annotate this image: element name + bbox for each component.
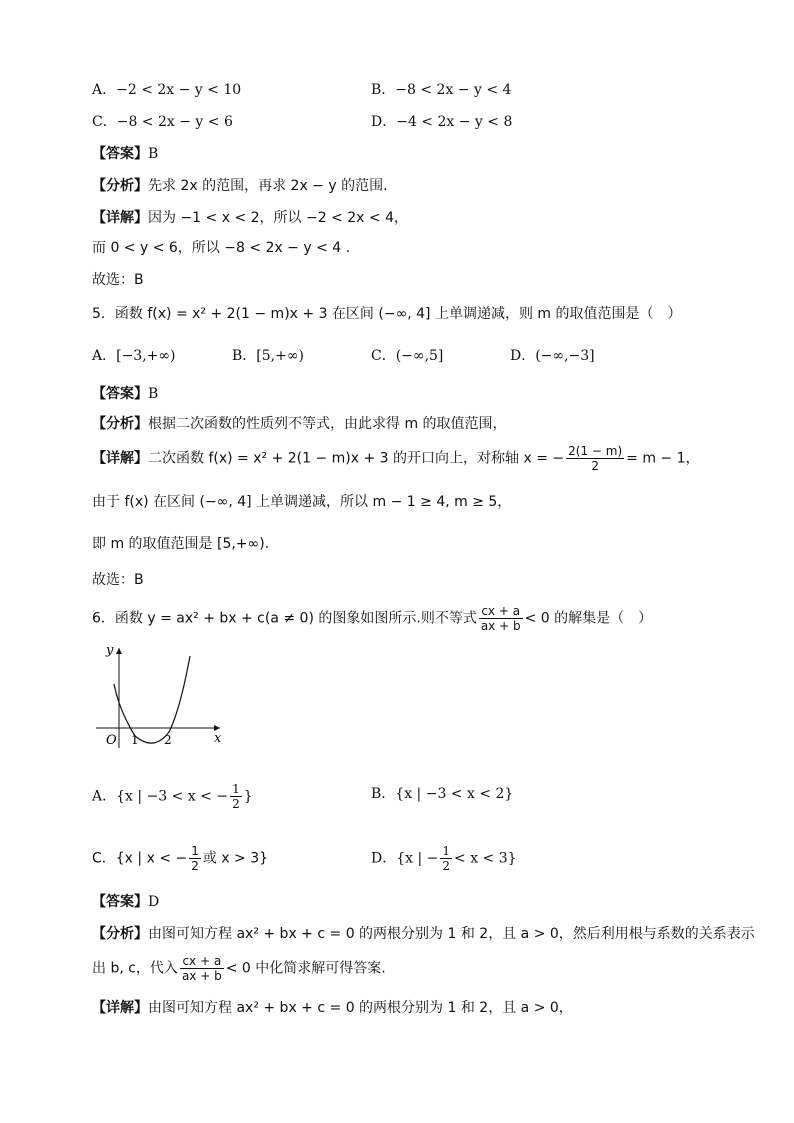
analysis-text: 先求 2x 的范围，再求 2x − y 的范围.: [148, 178, 388, 194]
detail-text: 由图可知方程 ax² + bx + c = 0 的两根分别为 1 和 2，且 a > 0，: [148, 1000, 573, 1016]
q5-stem: 5．函数 f(x) = x² + 2(1 − m)x + 3 在区间 (−∞, 4] 上单调递减，则 m 的取值范围是（ ）: [92, 306, 682, 322]
fraction-denominator: 2: [232, 797, 240, 811]
q4-detail-2: 而 0 < y < 6，所以 −8 < 2x − y < 4 .: [92, 240, 351, 256]
detail-text: 二次函数 f(x) = x² + 2(1 − m)x + 3 的开口向上，对称轴 x = −: [148, 450, 565, 467]
q4-option-d: D．−4 < 2x − y < 8: [371, 114, 513, 130]
fraction-numerator: cx + a: [479, 604, 523, 619]
q6-detail: [92, 998, 573, 1018]
fraction: [440, 844, 452, 873]
fraction: [180, 954, 224, 983]
q4-option-c: C．−8 < 2x − y < 6: [92, 114, 233, 130]
answer-tag: 【答案】: [92, 146, 148, 162]
q5-detail: [92, 444, 700, 473]
fraction-denominator: 2: [591, 459, 599, 473]
answer-value: B: [148, 386, 159, 402]
x-axis-label: x: [214, 731, 222, 746]
q4-detail: [92, 208, 408, 228]
q5-detail-3: 即 m 的取值范围是 [5,+∞).: [92, 536, 270, 552]
q4-choice: 故选：B: [92, 272, 144, 288]
fraction-denominator: 2: [191, 859, 199, 873]
answer-value: B: [148, 146, 159, 162]
detail-text: 因为 −1 < x < 2，所以 −2 < 2x < 4，: [148, 210, 408, 226]
option-text-end: 或 x > 3}: [202, 850, 269, 867]
parabola-graph: [92, 640, 232, 750]
q6-analysis: [92, 924, 755, 944]
answer-value: D: [148, 894, 160, 910]
fraction-denominator: ax + b: [480, 619, 521, 633]
option-text-end: }: [243, 788, 253, 805]
q4-answer: [92, 144, 158, 164]
q6-stem: [92, 604, 652, 633]
analysis-text: 根据二次函数的性质列不等式，由此求得 m 的取值范围，: [148, 416, 507, 432]
detail-tag: 【详解】: [92, 450, 148, 467]
q5-answer: [92, 384, 158, 404]
fraction: [479, 604, 523, 633]
analysis-tag: 【分析】: [92, 416, 148, 432]
q6-option-c: [92, 844, 268, 873]
analysis-text: 出 b, c，代入: [92, 960, 178, 977]
tick-label-1: 1: [131, 733, 139, 747]
q5-detail-2: 由于 f(x) 在区间 (−∞, 4] 上单调递减，所以 m − 1 ≥ 4, m ≥ 5，: [92, 494, 512, 510]
q6-option-b: B．{x | −3 < x < 2}: [371, 786, 514, 802]
q6-analysis-2: [92, 954, 386, 983]
q4-option-b: B．−8 < 2x − y < 4: [371, 82, 512, 98]
fraction: [230, 782, 242, 811]
analysis-tag: 【分析】: [92, 178, 148, 194]
fraction-numerator: 1: [191, 844, 199, 858]
fraction-numerator: cx + a: [180, 954, 224, 969]
q5-option-b: B．[5,+∞): [232, 348, 304, 364]
detail-text-end: = m − 1，: [626, 450, 700, 467]
detail-tag: 【详解】: [92, 210, 148, 226]
fraction-numerator: 1: [232, 782, 240, 796]
fraction: [189, 844, 201, 873]
y-axis-label: y: [106, 643, 114, 658]
option-text-end: < x < 3}: [454, 850, 517, 867]
tick-label-2: 2: [164, 733, 172, 747]
analysis-text-end: < 0 中化简求解可得答案.: [225, 960, 386, 977]
q5-analysis: [92, 414, 507, 434]
q5-option-c: C．(−∞,5]: [371, 348, 444, 364]
q5-option-d: D．(−∞,−3]: [510, 348, 595, 364]
q5-option-a: A．[−3,+∞): [92, 348, 176, 364]
answer-tag: 【答案】: [92, 386, 148, 402]
fraction-numerator: 2(1 − m): [568, 444, 623, 458]
parabola-curve: [114, 656, 190, 743]
q5-choice: 故选：B: [92, 572, 144, 588]
analysis-text: 由图可知方程 ax² + bx + c = 0 的两根分别为 1 和 2，且 a > 0，然后利用根与系数的关系表示: [148, 926, 755, 942]
analysis-tag: 【分析】: [92, 926, 148, 942]
origin-label: O: [106, 733, 117, 748]
fraction-numerator: 1: [442, 844, 451, 858]
fraction-denominator: 2: [442, 859, 451, 873]
fraction: [566, 444, 624, 473]
option-text: D．{x | −: [371, 850, 439, 867]
option-text: C．{x | x < −: [92, 850, 188, 867]
detail-tag: 【详解】: [92, 1000, 148, 1016]
q6-option-d: [371, 844, 517, 873]
stem-text: 6．函数 y = ax² + bx + c(a ≠ 0) 的图象如图所示.则不等式: [92, 610, 477, 627]
q4-analysis: [92, 176, 388, 196]
q4-option-a: A．−2 < 2x − y < 10: [92, 82, 242, 98]
q6-answer: [92, 892, 159, 912]
option-text: A．{x | −3 < x < −: [92, 788, 229, 805]
stem-text-end: < 0 的解集是（ ）: [524, 610, 653, 627]
q6-option-a: [92, 782, 253, 811]
answer-tag: 【答案】: [92, 894, 148, 910]
fraction-denominator: ax + b: [181, 969, 222, 983]
